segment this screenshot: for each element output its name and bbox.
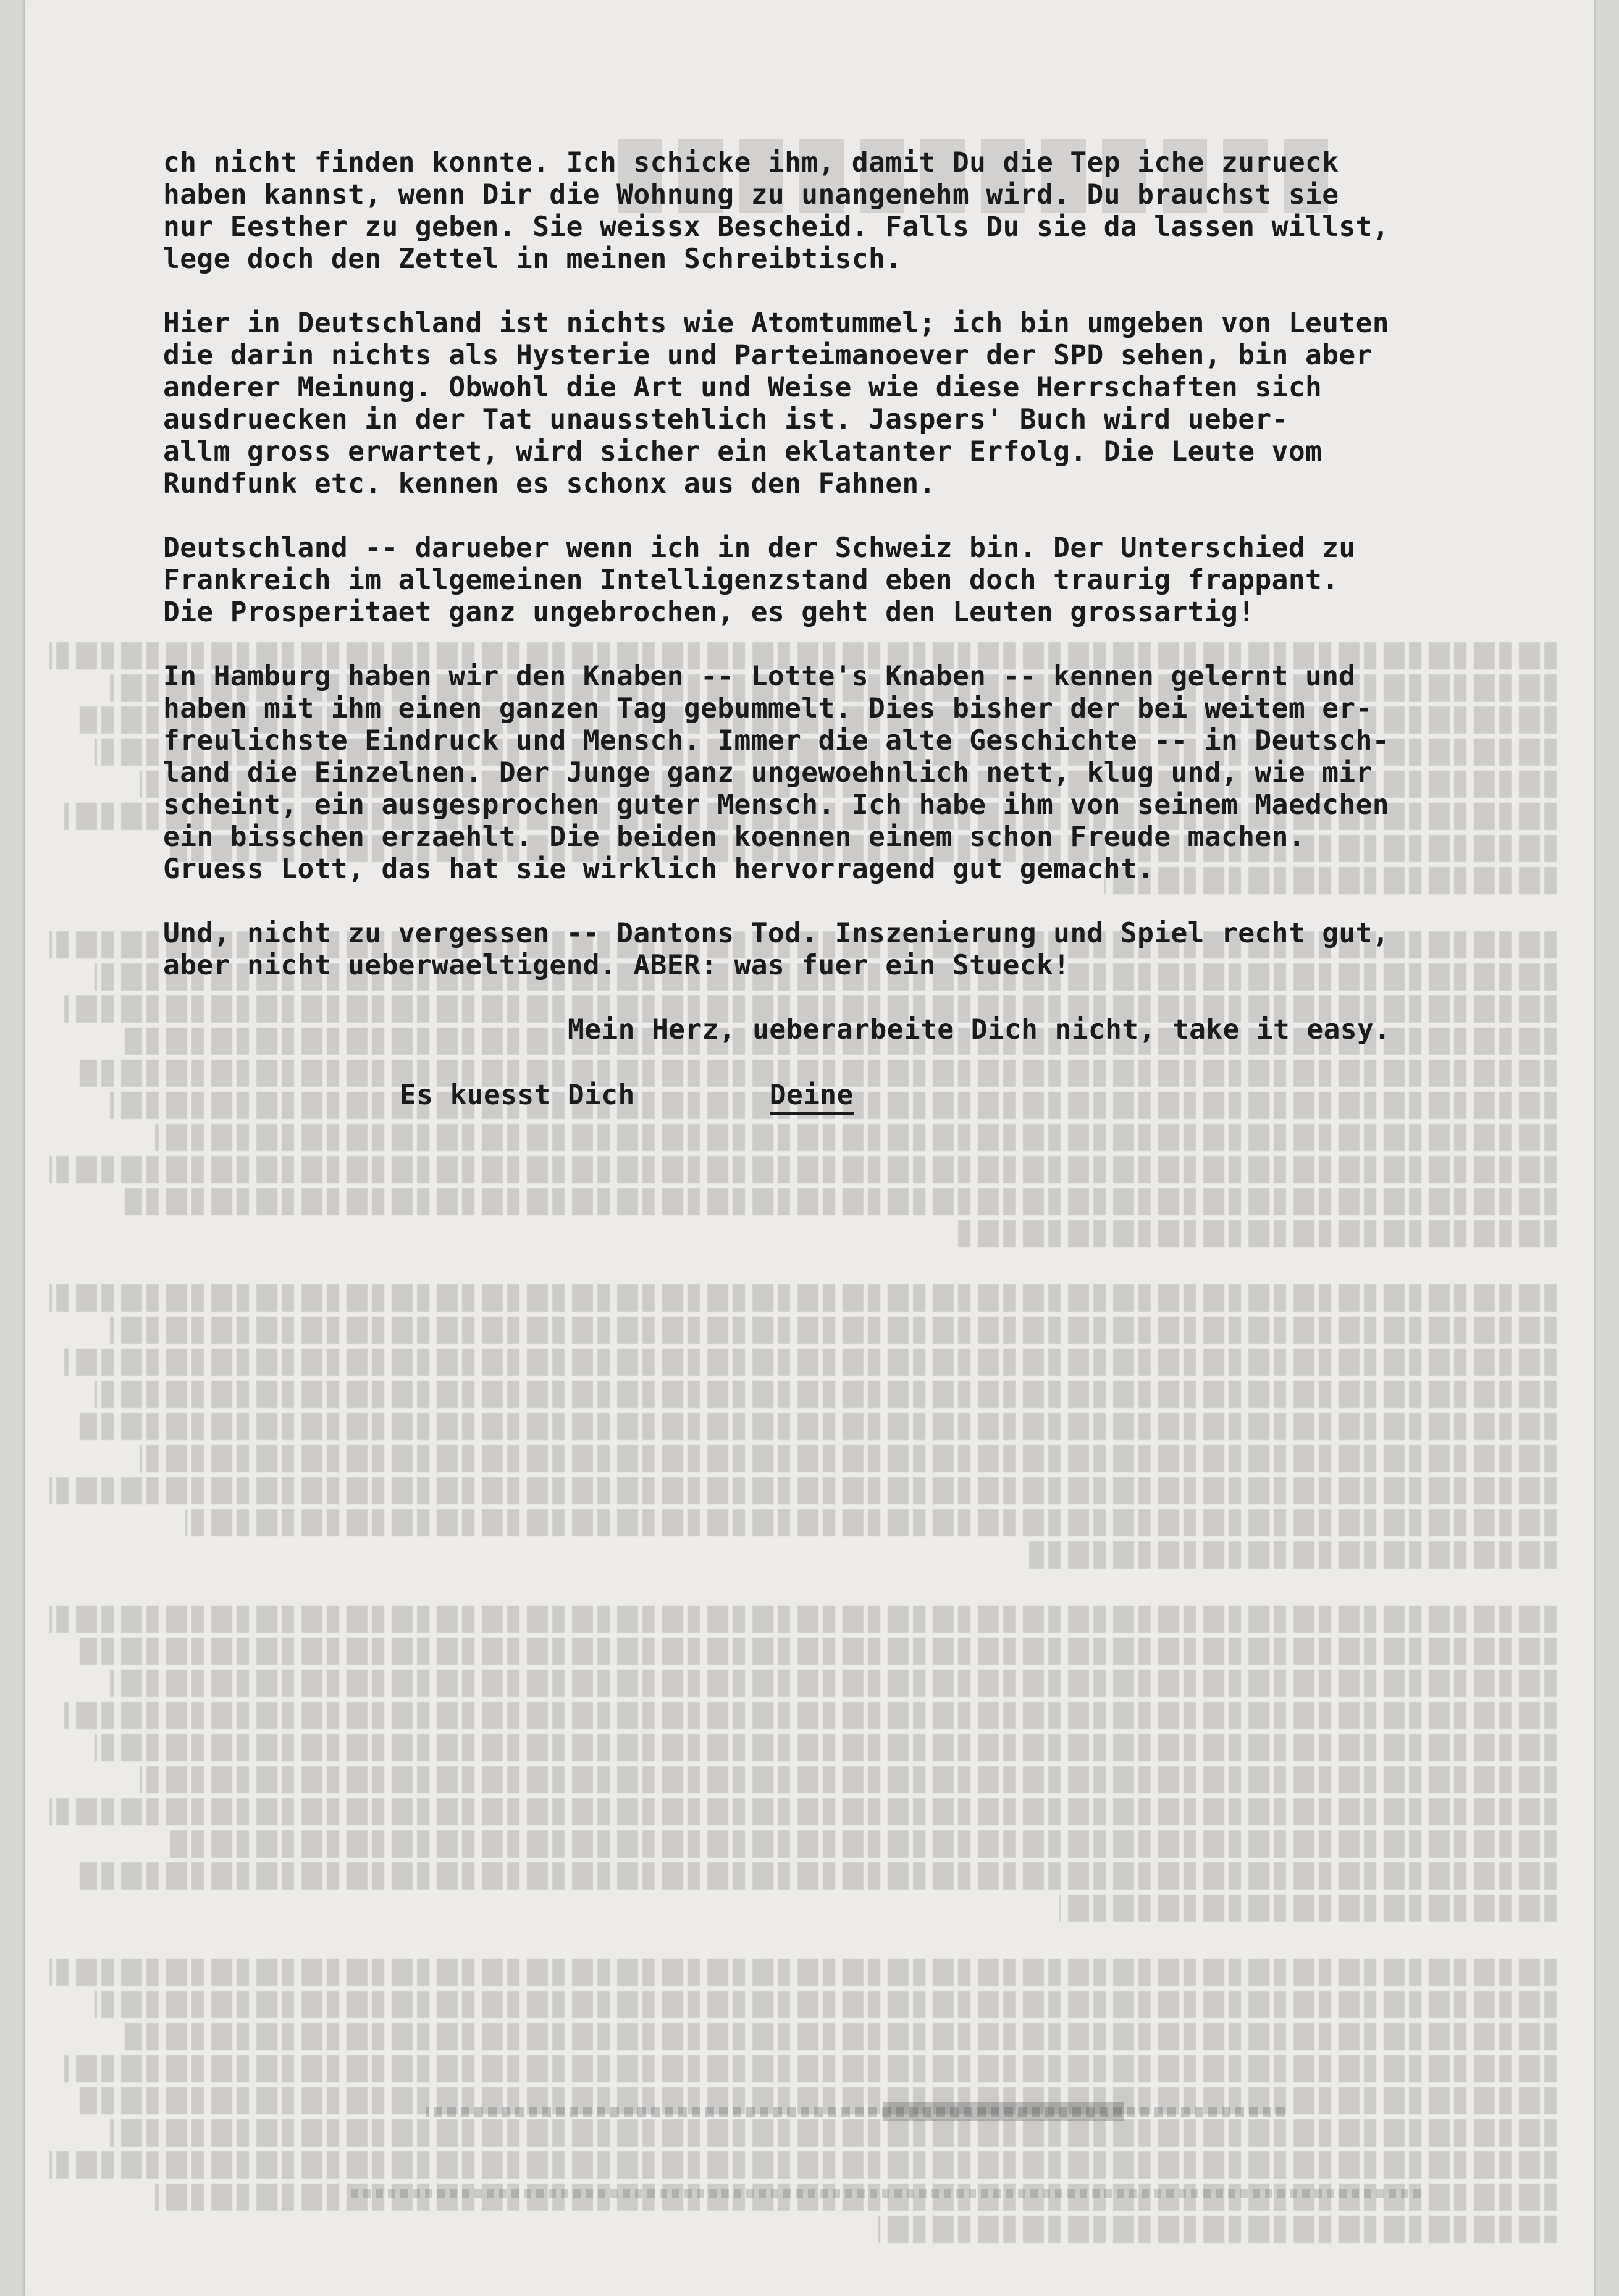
text-line: Die Prosperitaet ganz ungebrochen, es geht den Leuten grossartig! <box>163 597 1255 628</box>
bleed-line <box>878 2216 1557 2243</box>
bleed-line <box>140 1766 1557 1793</box>
bleed-line <box>49 1606 1557 1633</box>
bleed-line <box>49 1156 1557 1183</box>
text-line: Hier in Deutschland ist nichts wie Atomtummel; ich bin umgeben von Leuten <box>163 308 1389 339</box>
bleed-line <box>95 1991 1557 2018</box>
letter-page <box>25 0 1594 2296</box>
paragraph-1 <box>163 147 1559 275</box>
typed-letter-body <box>163 147 1559 1112</box>
text-line: die darin nichts als Hysterie und Parteimanoever der SPD sehen, bin aber <box>163 340 1373 371</box>
text-line: ein bisschen erzaehlt. Die beiden koennen einem schon Freude machen. <box>163 821 1306 853</box>
text-line: Gruess Lott, das hat sie wirklich hervorragend gut gemacht. <box>163 853 1154 885</box>
bleed-line <box>64 2055 1557 2082</box>
signature: Deine <box>770 1079 854 1115</box>
text-line: land die Einzelnen. Der Junge ganz ungewoehnlich nett, klug und, wie mir <box>163 757 1373 789</box>
bleed-line <box>155 1124 1557 1151</box>
text-line: haben mit ihm einen ganzen Tag gebummelt. Dies bisher der bei weitem er- <box>163 693 1373 724</box>
bleed-line <box>954 1220 1557 1247</box>
bleed-line <box>80 1413 1557 1440</box>
sign-off-row <box>163 1079 1559 1112</box>
bleed-line <box>170 1830 1557 1858</box>
text-line: Frankreich im allgemeinen Intelligenzstand eben doch traurig frappant. <box>163 564 1339 596</box>
text-line: ch nicht finden konnte. Ich schicke ihm, damit Du die Tep iche zurueck <box>163 147 1339 178</box>
bleed-line <box>49 1477 1557 1504</box>
paragraph-3 <box>163 532 1559 629</box>
text-line: haben kannst, wenn Dir die Wohnung zu unangenehm wird. Du brauchst sie <box>163 179 1339 211</box>
text-line: allm gross erwartet, wird sicher ein eklatanter Erfolg. Die Leute vom <box>163 436 1323 467</box>
text-line: scheint, ein ausgesprochen guter Mensch. Ich habe ihm von seinem Maedchen <box>163 789 1389 821</box>
text-line: Und, nicht zu vergessen -- Dantons Tod. Inszenierung und Spiel recht gut, <box>163 918 1389 949</box>
paragraph-2 <box>163 308 1559 500</box>
bleed-line <box>110 2119 1557 2147</box>
bleed-line <box>140 1445 1557 1472</box>
paragraph-5 <box>163 918 1559 982</box>
closing-line: Mein Herz, ueberarbeite Dich nicht, take it easy. <box>568 1014 1391 1045</box>
text-line: anderer Meinung. Obwohl die Art und Weise wie diese Herrschaften sich <box>163 372 1323 403</box>
bleed-line <box>1059 1895 1557 1922</box>
bleed-line <box>64 1702 1557 1729</box>
text-line: Deutschland -- darueber wenn ich in der Schweiz bin. Der Unterschied zu <box>163 532 1356 564</box>
bleed-through-footer-address <box>346 2189 1421 2198</box>
bleed-line <box>125 2023 1557 2050</box>
text-line: Rundfunk etc. kennen es schonx aus den Fahnen. <box>163 468 936 500</box>
text-line: nur Eesther zu geben. Sie weissx Bescheid. Falls Du sie da lassen willst, <box>163 211 1389 243</box>
bleed-line <box>80 1862 1557 1890</box>
bleed-line <box>1029 1541 1557 1569</box>
bleed-line <box>110 1670 1557 1697</box>
bleed-line <box>64 1349 1557 1376</box>
bleed-line <box>95 1381 1557 1408</box>
text-line: lege doch den Zettel in meinen Schreibtisch. <box>163 243 902 275</box>
sign-off: Es kuesst Dich <box>400 1079 635 1111</box>
bleed-line <box>95 1734 1557 1761</box>
text-line: In Hamburg haben wir den Knaben -- Lotte's Knaben -- kennen gelernt und <box>163 661 1356 692</box>
bleed-line <box>125 1188 1557 1215</box>
text-line: aber nicht ueberwaeltigend. ABER: was fuer ein Stueck! <box>163 950 1070 981</box>
paragraph-4 <box>163 661 1559 886</box>
text-line: ausdruecken in der Tat unausstehlich ist. Jaspers' Buch wird ueber- <box>163 404 1289 435</box>
bleed-line <box>110 1317 1557 1344</box>
bleed-line <box>49 1959 1557 1986</box>
text-line: freulichste Eindruck und Mensch. Immer die alte Geschichte -- in Deutsch- <box>163 725 1389 756</box>
bleed-line <box>49 1284 1557 1312</box>
bleed-line <box>49 1798 1557 1825</box>
bleed-line <box>49 2151 1557 2179</box>
bleed-line <box>185 1509 1557 1536</box>
bleed-line <box>80 1638 1557 1665</box>
bleed-through-footer-line <box>426 2107 1285 2117</box>
